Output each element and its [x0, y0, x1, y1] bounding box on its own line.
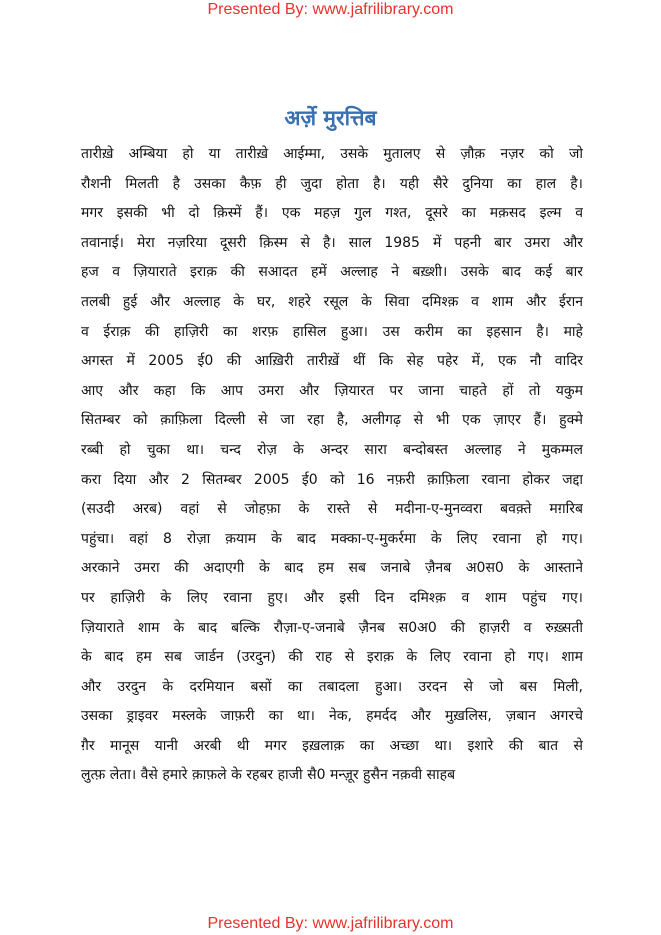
body-line: व ईराक़ की हाज़िरी का शरफ़ हासिल हुआ। उस करीम का इहसान है। माहे — [81, 323, 583, 340]
body-line: और उरदुन के दरमियान बसों का तबादला हुआ। उरदन से जो बस मिली, — [81, 678, 583, 695]
body-line: तवानाई। मेरा नज़रिया दूसरी क़िस्म से है। साल 1985 में पहनी बार उमरा और — [81, 234, 583, 251]
body-line: लुत्फ़ लेता। वैसे हमारे क़ाफ़ले के रहबर हाजी सै0 मन्ज़ूर हुसैन नक़वी साहब — [81, 767, 456, 784]
body-line: पहुंचा। वहां 8 रोज़ा क़याम के बाद मक्का-ए-मुकर्रमा के लिए रवाना हो गए। — [81, 530, 583, 547]
body-line: पर हाज़िरी के लिए रवाना हुए। और इसी दिन दमिश्क़ व शाम पहुंच गए। — [81, 589, 583, 606]
body-line: तारीख़े अम्बिया हो या तारीख़े आईम्मा, उसके मुतालए से ज़ौक़ नज़र को जो — [81, 146, 583, 162]
body-text — [81, 140, 583, 791]
body-line: के बाद हम सब जार्डन (उरदुन) की राह से इराक़ के लिए रवाना हो गए। शाम — [81, 649, 583, 666]
body-line: रब्बी हो चुका था। चन्द रोज़ के अन्दर सारा बन्दोबस्त अल्लाह ने मुकम्मल — [81, 441, 583, 458]
page-header-watermark: Presented By: www.jafrilibrary.com — [207, 1, 454, 18]
body-line: मगर इसकी भी दो क़िस्में हैं। एक महज़ गुल गश्त, दूसरे का मक़सद इल्म व — [81, 205, 583, 222]
body-line: हज व ज़ियाराते इराक़ की सआदत हमें अल्लाह ने बख़्शी। उसके बाद कई बार — [81, 264, 583, 281]
body-line: ज़ियाराते शाम के बाद बल्कि रौज़ा-ए-जनाबे ज़ैनब स0अ0 की हाज़री व रुख़्सती — [81, 619, 583, 636]
body-line: करा दिया और 2 सितम्बर 2005 ई0 को 16 नफ़री क़ाफ़िला रवाना होकर जद्दा — [81, 471, 583, 488]
page-title: अर्ज़े मुरत्तिब — [284, 106, 377, 130]
body-line: आए और कहा कि आप उमरा और ज़ियारत पर जाना चाहते हों तो यकुम — [81, 382, 583, 399]
body-line: उसका ड्राइवर मस्लके जाफ़री का था। नेक, हमर्दद और मुख़लिस, ज़बान अगरचे — [81, 708, 583, 725]
body-line: तलबी हुई और अल्लाह के घर, शहरे रसूल के सिवा दमिश्क़ व शाम और ईरान — [81, 293, 583, 310]
body-line: सितम्बर को क़ाफ़िला दिल्ली से जा रहा है, अलीगढ़ से भी एक ज़ाएर हैं। हुक्मे — [81, 412, 583, 429]
body-line: अगस्त में 2005 ई0 की आख़िरी तारीख़ें थीं कि सेह पहेर में, एक नौ वादिर — [81, 353, 583, 370]
body-line: अरकाने उमरा की अदाएगी के बाद हम सब जनाबे ज़ैनब अ0स0 के आस्ताने — [81, 560, 583, 577]
page-footer-watermark: Presented By: www.jafrilibrary.com — [207, 915, 454, 932]
body-line: (सउदी अरब) वहां से जोहफ़ा के रास्ते से मदीना-ए-मुनव्वरा बवक़्ते मग़रिब — [81, 501, 583, 518]
body-line: ग़ैर मानूस यानी अरबी थी मगर इख़लाक़ का अच्छा था। इशारे की बात से — [81, 737, 583, 754]
body-line: रौशनी मिलती है उसका कैफ़ ही जुदा होता है। यही सैरे दुनिया का हाल है। — [81, 175, 583, 192]
